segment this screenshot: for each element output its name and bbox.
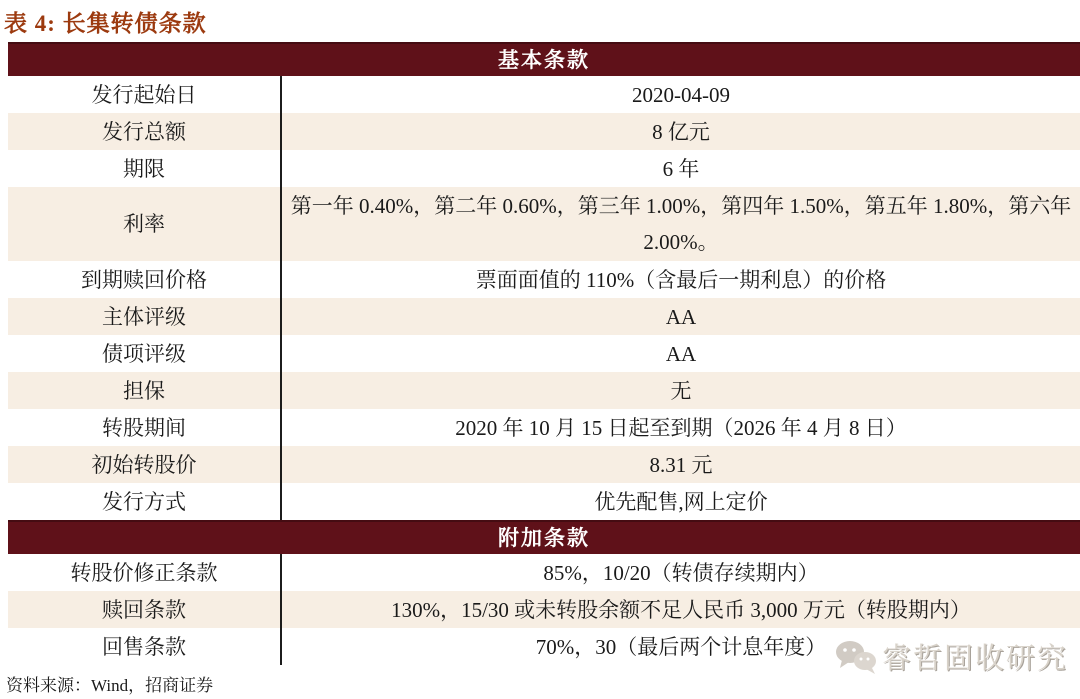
row-label: 转股价修正条款 [70, 560, 218, 585]
row-value: AA [280, 335, 1080, 372]
row-value: 票面面值的 110%（含最后一期利息）的价格 [280, 261, 1080, 298]
row-value: 6 年 [280, 150, 1080, 187]
table-row [8, 409, 1080, 446]
row-label: 转股期间 [102, 415, 186, 440]
row-value: 70%，30（最后两个计息年度） [280, 628, 1080, 665]
row-value: 8.31 元 [280, 446, 1080, 483]
row-label: 担保 [123, 378, 165, 403]
row-value: 2020-04-09 [280, 76, 1080, 113]
data-source-note: 资料来源：Wind，招商证券 [6, 676, 214, 695]
table-row [8, 261, 1080, 298]
table-row [8, 446, 1080, 483]
row-label: 发行起始日 [91, 82, 197, 107]
table-row [8, 372, 1080, 409]
table-row [8, 150, 1080, 187]
table-row [8, 76, 1080, 113]
table-title: 表 4: 长集转债条款 [4, 11, 207, 36]
table-row [8, 187, 1080, 261]
row-label: 回售条款 [102, 634, 186, 659]
table-row [8, 483, 1080, 520]
row-label: 初始转股价 [91, 452, 197, 477]
row-label: 赎回条款 [102, 597, 186, 622]
row-label: 主体评级 [102, 304, 186, 329]
watermark-text: 睿哲固收研究 [881, 643, 1068, 675]
section-header-basic-terms: 基本条款 [8, 42, 1080, 76]
table-row [8, 554, 1080, 591]
row-value: 2020 年 10 月 15 日起至到期（2026 年 4 月 8 日） [280, 409, 1080, 446]
row-label: 债项评级 [102, 341, 186, 366]
row-value: 8 亿元 [280, 113, 1080, 150]
row-value: 第一年 0.40%，第二年 0.60%，第三年 1.00%，第四年 1.50%，第五年 1.80%，第六年 2.00%。 [280, 187, 1080, 261]
row-label: 发行总额 [102, 119, 186, 144]
row-value: 无 [280, 372, 1080, 409]
row-value: AA [280, 298, 1080, 335]
row-label: 发行方式 [102, 489, 186, 514]
row-label: 到期赎回价格 [81, 267, 207, 292]
section-header-additional-terms: 附加条款 [8, 520, 1080, 554]
row-label: 利率 [123, 212, 165, 236]
bond-terms-table [8, 42, 1080, 665]
table-row [8, 113, 1080, 150]
table-row [8, 591, 1080, 628]
row-label: 期限 [123, 156, 165, 181]
row-value: 130%，15/30 或未转股余额不足人民币 3,000 万元（转股期内） [280, 591, 1080, 628]
row-value: 优先配售,网上定价 [280, 483, 1080, 520]
table-row [8, 298, 1080, 335]
table-row [8, 628, 1080, 665]
row-value: 85%，10/20（转债存续期内） [280, 554, 1080, 591]
table-row [8, 335, 1080, 372]
